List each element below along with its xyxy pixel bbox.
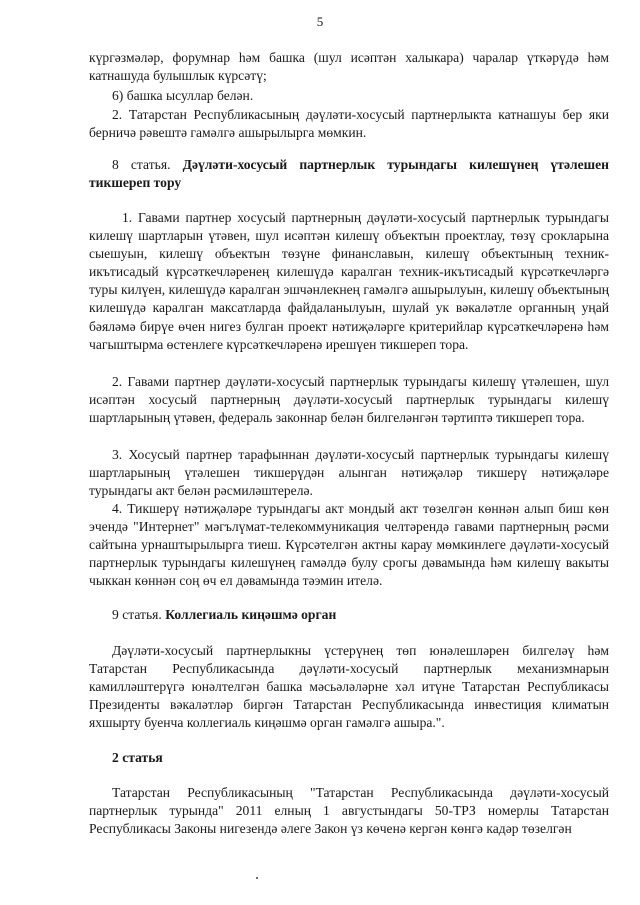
article-9-paragraph-1: Дәүләти-хосусый партнерлыкны үстерүнең төп юнәлешләрен билгеләү һәм Татарстан Республикасында дәүләти-хосусый партнерлык механизмнарын камилләштерүгә юнәлтелгән башка мәсьәләләрне хәл итүне Татарстан Республикасы Президенты вәкаләтләр биргән Татарстан Республикасында инвестиция климатын яхшырту буенча коллегиаль киңәшмә орган гамәлгә ашыра.".: [89, 643, 609, 731]
article-8-paragraph-4: 4. Тикшерү нәтиҗәләре турындагы акт мондый акт төзелгән көннән алып биш көн эчендә "Интернет" мәгълүмат-телекоммуникация челтәрендә гавами партнерның рәсми сайтына урнаштырылырга тиеш. Күрсәтелгән актны карау мөмкинлеге дәүләти-хосусый партнерлык турындагы килешүнең гамәлдә булу срогы дәвамында һәм килешү вакыты чыккан көннән соң өч ел дәвамында тәэмин ителә.: [89, 501, 609, 589]
paragraph-top-continuation: күргәзмәләр, форумнар һәм башка (шул исәптән халыкара) чаралар үткәрүдә һәм катнашуда булышлык күрсәтү;: [89, 50, 609, 84]
article-9-heading: [89, 606, 609, 624]
article-9-title: Коллегиаль киңәшмә орган: [165, 607, 337, 622]
article-9-prefix: 9 статья.: [112, 607, 162, 622]
section-2-heading: 2 статья: [112, 750, 163, 765]
article-8-title: Дәүләти-хосусый партнерлык турындагы килешүнең үтәлешен тикшереп тору: [89, 157, 609, 191]
article-8-paragraph-1: 1. Гавами партнер хосусый партнерның дәүләти-хосусый партнерлык турындагы килешү шартларын үтәвен, шул исәптән килешү объектын проектлау, төзү срокларына сыешуын, килешү объектын төзүне финанславын, килешү объектының техник-икътисадый күрсәткечләренең килешүдә каралган техник-икътисадый күрсәткечләргә туры килүен, килешүдә каралган эшчәнлекнең гамәлгә ашырылуын, килешү объектының килешүдә каралган максатларда файдаланылуын, шулай ук вәкаләтле органның уңай бәяләмә бирүе өчен нигез булган проект нәтиҗәләрге критерийлар күрсәткечләренә һәм чагыштырма өстенлеге күрсәткечләренә ирешүен тикшереп тора.: [89, 210, 609, 352]
scan-speck: [256, 877, 258, 879]
article-8-paragraph-3: 3. Хосусый партнер тарафыннан дәүләти-хосусый партнерлык турындагы килешү шартларының үтәлешен тикшерүдән алынган нәтиҗәләр тикшерү нәтиҗәләре турындагы акт белән рәсмиләштерелә.: [89, 447, 609, 499]
article-8-prefix: 8 статья.: [112, 157, 171, 172]
paragraph-participation-forms: 2. Татарстан Республикасының дәүләти-хосусый партнерлыкта катнашуы бер яки берничә рәвештә гамәлгә ашырылырга мөмкин.: [89, 107, 609, 141]
section-2-paragraph-1: Татарстан Республикасының "Татарстан Республикасында дәүләти-хосусый партнерлык турында" 2011 елның 1 августындагы 50-ТРЗ номерлы Татарстан Республикасы Законы нигезендә әлеге Закон үз көченә кергән көнгә кадәр төзелгән: [89, 785, 609, 837]
list-item-6: 6) башка ысуллар белән.: [112, 88, 254, 103]
article-8-heading: [89, 156, 609, 192]
article-8-paragraph-2: 2. Гавами партнер дәүләти-хосусый партнерлык турындагы килешү үтәлешен, шул исәптән хосусый партнерның дәүләти-хосусый партнерлык турындагы килешү шартларының үтәвен, федераль законнар белән билгеләнгән тәртиптә тикшереп тора.: [89, 374, 609, 426]
page-number: 5: [316, 14, 324, 29]
